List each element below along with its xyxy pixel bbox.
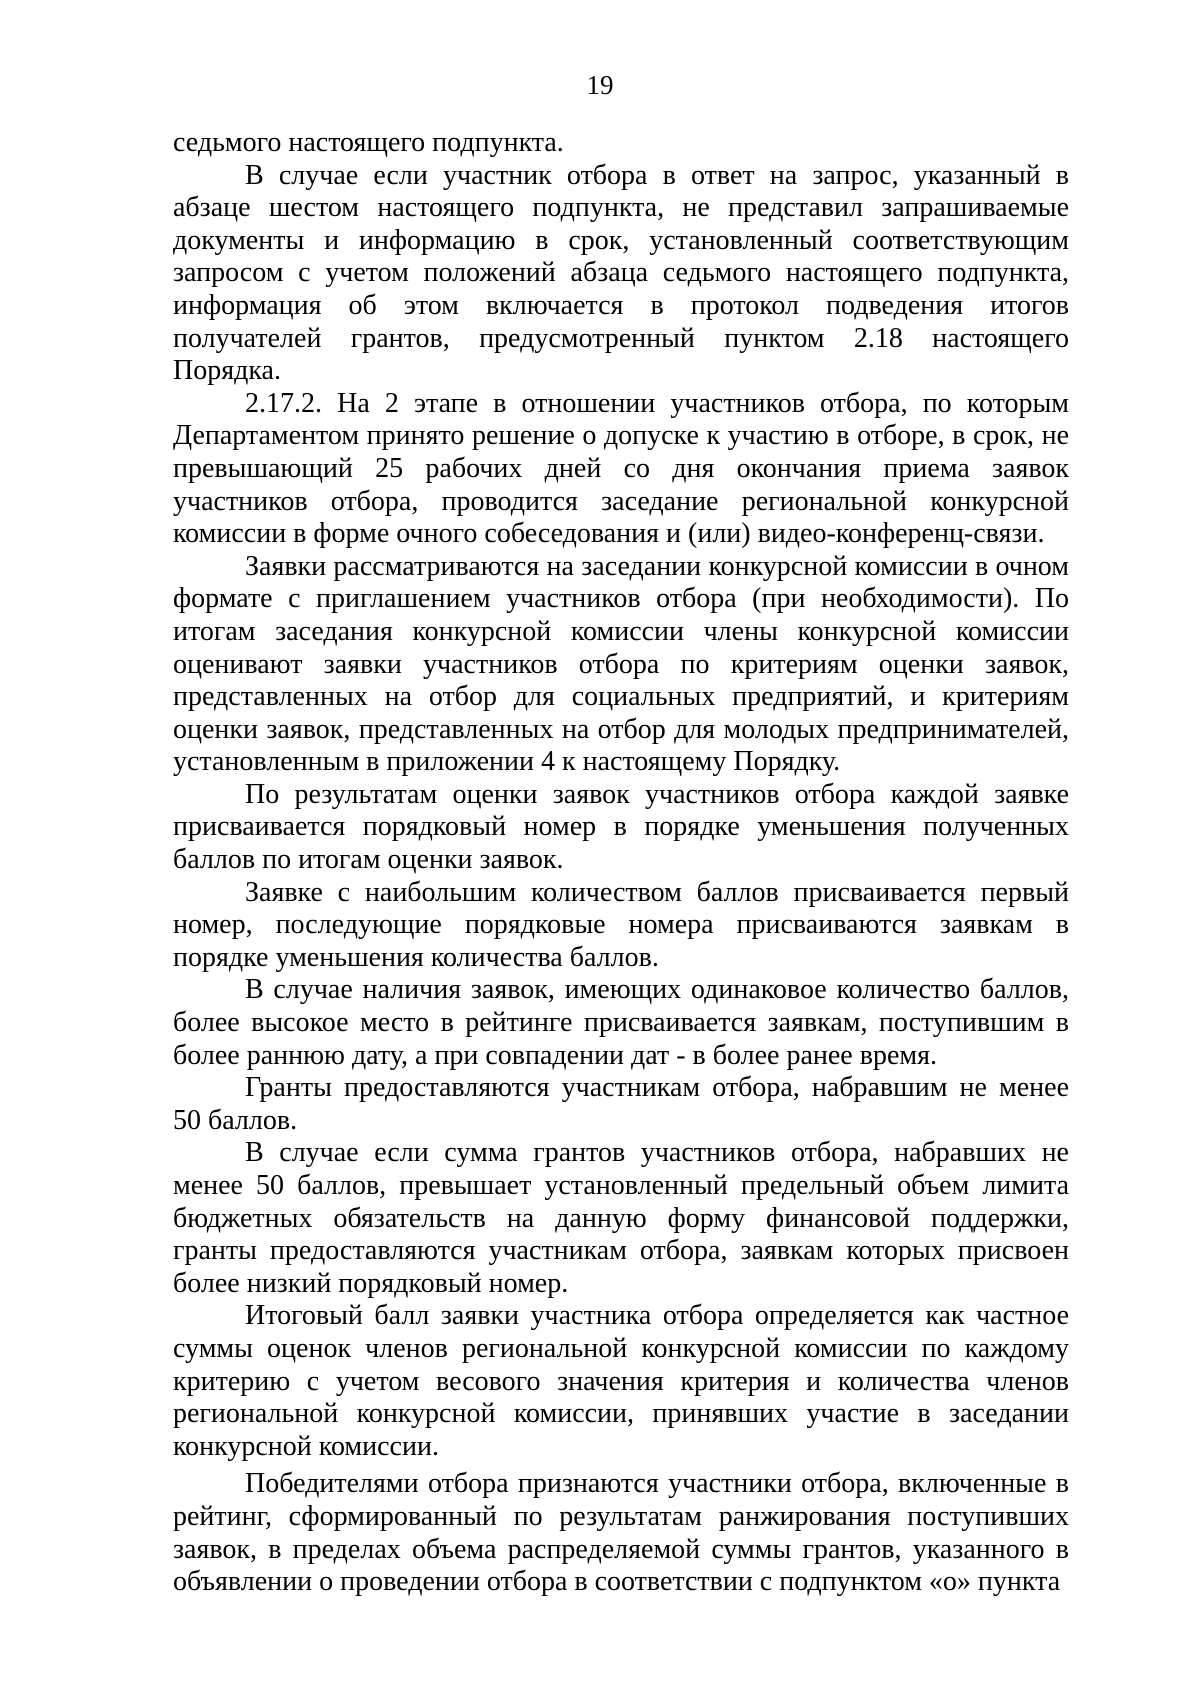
paragraph: Заявке с наибольшим количеством баллов присваивается первый номер, последующие порядковые номера присваиваются заявкам в порядке уменьшения количества баллов. xyxy=(173,876,1069,973)
document-body xyxy=(173,127,1069,1599)
paragraph: Победителями отбора признаются участники отбора, включенные в рейтинг, сформированный по результатам ранжирования поступивших заявок, в пределах объема распределяемой суммы грантов, указанного в объявлении о проведении отбора в соответствии с подпунктом «о» пункта xyxy=(173,1468,1069,1598)
paragraph: В случае если сумма грантов участников отбора, набравших не менее 50 баллов, превышает установленный предельный объем лимита бюджетных обязательств на данную форму финансовой поддержки, гранты предоставляются участникам отбора, заявкам которых присвоен более низкий порядковый номер. xyxy=(173,1137,1069,1299)
paragraph: Итоговый балл заявки участника отбора определяется как частное суммы оценок членов региональной конкурсной комиссии по каждому критерию с учетом весового значения критерия и количества членов региональной конкурсной комиссии, принявших участие в заседании конкурсной комиссии. xyxy=(173,1300,1069,1462)
paragraph-continuation: седьмого настоящего подпункта. xyxy=(173,127,564,158)
paragraph-section-2-17-2: 2.17.2. На 2 этапе в отношении участников отбора, по которым Департаментом принято решение о допуске к участию в отборе, в срок, не превышающий 25 рабочих дней со дня окончания приема заявок участников отбора, проводится заседание региональной конкурсной комиссии в форме очного собеседования и (или) видео-конференц-связи. xyxy=(173,387,1069,550)
paragraph: В случае наличия заявок, имеющих одинаковое количество баллов, более высокое место в рейтинге присваивается заявкам, поступившим в более раннюю дату, а при совпадении дат - в более ранее время. xyxy=(173,974,1069,1071)
paragraph: В случае если участник отбора в ответ на запрос, указанный в абзаце шестом настоящего подпункта, не представил запрашиваемые документы и информацию в срок, установленный соответствующим запросом с учетом положений абзаца седьмого настоящего подпункта, информация об этом включается в протокол подведения итогов получателей грантов, предусмотренный пунктом 2.18 настоящего Порядка. xyxy=(173,159,1069,387)
page-number: 19 xyxy=(586,70,614,100)
paragraph: По результатам оценки заявок участников отбора каждой заявке присваивается порядковый номер в порядке уменьшения полученных баллов по итогам оценки заявок. xyxy=(173,778,1069,876)
paragraph: Заявки рассматриваются на заседании конкурсной комиссии в очном формате с приглашением участников отбора (при необходимости). По итогам заседания конкурсной комиссии члены конкурсной комиссии оценивают заявки участников отбора по критериям оценки заявок, представленных на отбор для социальных предприятий, и критериям оценки заявок, представленных на отбор для молодых предпринимателей, установленным в приложении 4 к настоящему Порядку. xyxy=(173,550,1069,778)
paragraph: Гранты предоставляются участникам отбора, набравшим не менее 50 баллов. xyxy=(173,1072,1069,1136)
